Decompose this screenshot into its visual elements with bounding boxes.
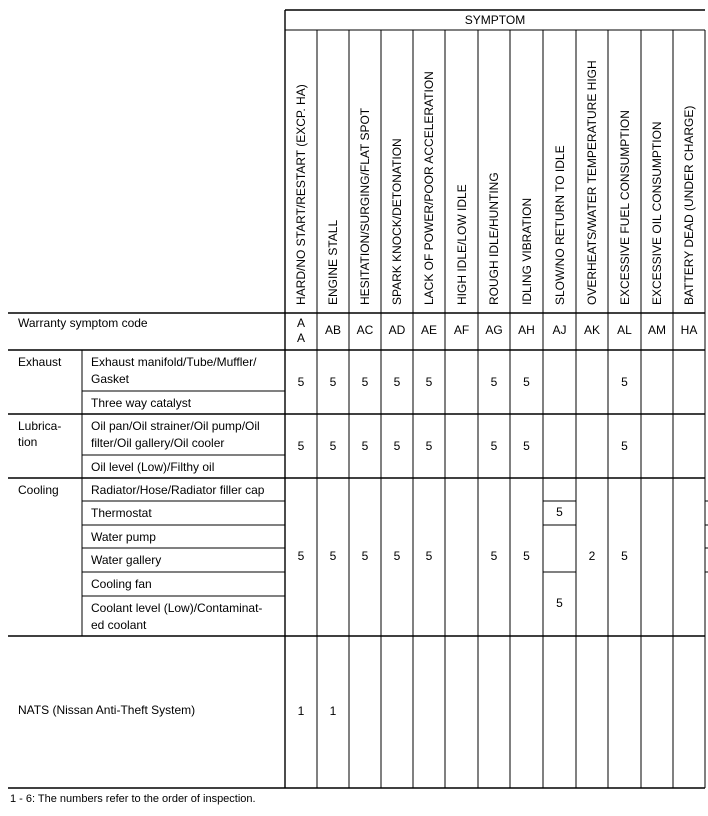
symptom-value: 5: [425, 439, 433, 453]
warranty-symptom-label: Warranty symptom code: [18, 316, 148, 330]
item-label: Cooling fan: [91, 577, 152, 591]
symptom-column-header: EXCESSIVE OIL CONSUMPTION: [650, 121, 664, 305]
symptom-column-header: ENGINE STALL: [326, 219, 340, 305]
symptom-header-title: SYMPTOM: [464, 13, 526, 27]
symptom-value: 5: [297, 549, 305, 563]
nats-label: NATS (Nissan Anti-Theft System): [18, 703, 196, 717]
symptom-value: 5: [621, 375, 628, 389]
group-label: Lubrica- tion: [18, 419, 62, 449]
item-label: Radiator/Hose/Radiator filler cap: [91, 483, 265, 497]
symptom-column-header: LACK OF POWER/POOR ACCELERATION: [422, 71, 436, 305]
group-label: Exhaust: [18, 355, 62, 369]
symptom-column-header: HARD/NO START/RESTART (EXCP. HA): [294, 84, 308, 305]
footnote: 1 - 6: The numbers refer to the order of inspection.: [10, 793, 256, 805]
symptom-value: 5: [523, 375, 530, 389]
symptom-column-header: IDLING VIBRATION: [519, 197, 534, 305]
symptom-value: 5: [556, 505, 563, 519]
warranty-code: AC: [356, 323, 374, 337]
symptom-value: 2: [588, 549, 596, 563]
warranty-code: AJ: [552, 323, 567, 337]
symptom-value: 1: [329, 704, 337, 718]
item-label: Three way catalyst: [91, 396, 192, 410]
symptom-value: 5: [393, 549, 401, 563]
item-label: Exhaust manifold/Tube/Muffler/ Gasket: [91, 355, 257, 386]
symptom-column-header: HIGH IDLE/LOW IDLE: [454, 184, 469, 305]
item-label: Thermostat: [91, 506, 152, 520]
warranty-code: AB: [324, 323, 341, 337]
symptom-value: 5: [393, 375, 401, 389]
symptom-value: 5: [297, 375, 305, 389]
symptom-value: 1: [297, 704, 305, 718]
warranty-code: AD: [388, 323, 406, 337]
warranty-code: AL: [617, 323, 632, 337]
symptom-value: 5: [490, 549, 498, 563]
symptom-value: 5: [329, 549, 337, 563]
warranty-code: HA: [680, 323, 698, 337]
symptom-value: 5: [523, 439, 530, 453]
symptom-value: 5: [425, 549, 433, 563]
symptom-column-header: SPARK KNOCK/DETONATION: [390, 138, 404, 305]
symptom-value: 5: [621, 549, 628, 563]
symptom-value: 5: [556, 596, 563, 610]
group-label: Cooling: [18, 483, 59, 497]
symptom-column-header: BATTERY DEAD (UNDER CHARGE): [682, 105, 696, 305]
symptom-column-header: HESITATION/SURGING/FLAT SPOT: [358, 107, 372, 305]
symptom-column-header: OVERHEATS/WATER TEMPERATURE HIGH: [585, 60, 599, 305]
symptom-value: 5: [361, 375, 369, 389]
symptom-value: 5: [425, 375, 433, 389]
symptom-value: 5: [621, 439, 628, 453]
warranty-code: AK: [583, 323, 600, 337]
warranty-code: AM: [648, 323, 666, 337]
warranty-code: AF: [453, 323, 470, 337]
symptom-column-header: SLOW/NO RETURN TO IDLE: [552, 145, 567, 305]
item-label: Water gallery: [91, 553, 162, 567]
warranty-code: A A: [296, 316, 305, 345]
item-label: Coolant level (Low)/Contaminat- ed coolant: [91, 601, 263, 632]
symptom-value: 5: [329, 439, 337, 453]
item-label: Oil pan/Oil strainer/Oil pump/Oil filter/Oil gallery/Oil cooler: [91, 419, 260, 450]
symptom-value: 5: [361, 439, 369, 453]
item-label: Oil level (Low)/Filthy oil: [91, 460, 215, 474]
symptom-column-header: ROUGH IDLE/HUNTING: [487, 172, 501, 305]
symptom-value: 5: [490, 375, 498, 389]
symptom-value: 5: [523, 549, 530, 563]
item-label: Water pump: [91, 530, 156, 544]
symptom-value: 5: [329, 375, 337, 389]
symptom-column-header: EXCESSIVE FUEL CONSUMPTION: [617, 110, 632, 305]
warranty-code: AG: [485, 323, 503, 337]
warranty-code: AH: [518, 323, 535, 337]
symptom-value: 5: [297, 439, 305, 453]
warranty-code: AE: [420, 323, 437, 337]
symptom-value: 5: [490, 439, 498, 453]
symptom-value: 5: [393, 439, 401, 453]
symptom-value: 5: [361, 549, 369, 563]
